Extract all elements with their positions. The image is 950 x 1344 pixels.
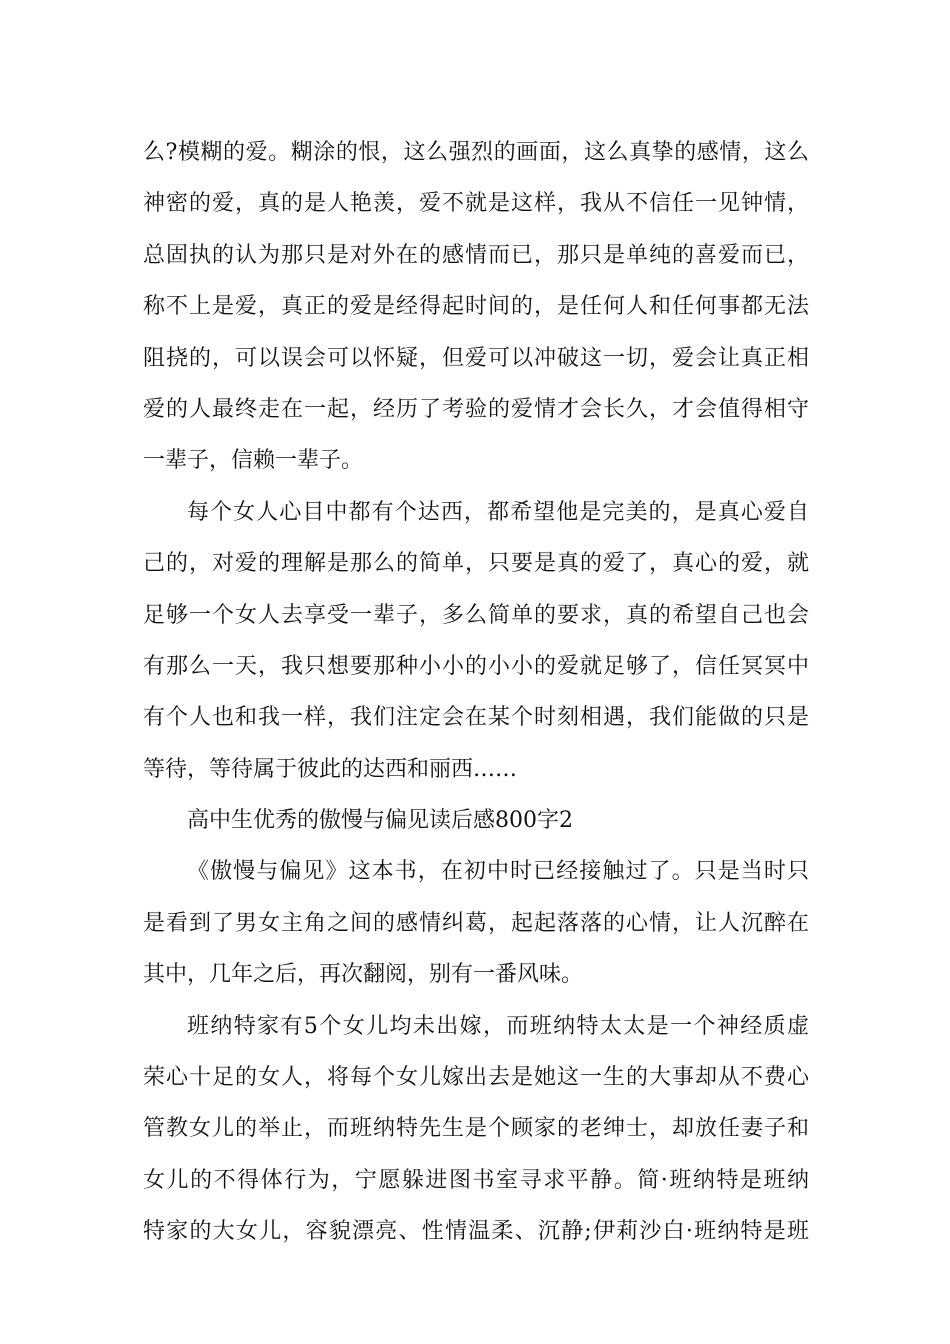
text-line: 神密的爱，真的是人艳羡，爱不就是这样，我从不信任一见钟情， [143,191,809,217]
paragraph-first-line: 每个女人心目中都有个达西，都希望他是完美的，是真心爱自 [187,499,809,525]
text-line: 有那么一天，我只想要那种小小的小小的爱就足够了，信任冥冥中 [143,653,809,679]
text-line: 阻挠的，可以误会可以怀疑，但爱可以冲破这一切，爱会让真正相 [143,345,809,371]
text-line: 爱的人最终走在一起，经历了考验的爱情才会长久，才会值得相守 [143,396,809,422]
text-line: 荣心十足的女人，将每个女儿嫁出去是她这一生的大事却从不费心 [143,1065,809,1091]
text-line: 己的，对爱的理解是那么的简单，只要是真的爱了，真心的爱，就 [143,551,809,577]
text-line: 么?模糊的爱。糊涂的恨，这么强烈的画面，这么真挚的感情，这么 [143,140,809,165]
text-line: 称不上是爱，真正的爱是经得起时间的，是任何人和任何事都无法 [143,294,809,320]
text-line: 总固执的认为那只是对外在的感情而已，那只是单纯的喜爱而已， [143,242,809,268]
text-line: 是看到了男女主角之间的感情纠葛，起起落落的心情，让人沉醉在 [143,910,809,936]
document-body [143,127,809,1258]
text-line: 其中，几年之后，再次翻阅，别有一番风味。 [143,962,584,988]
text-line: 特家的大女儿，容貌漂亮、性情温柔、沉静;伊莉沙白·班纳特是班 [143,1219,809,1245]
text-line: 一辈子，信赖一辈子。 [143,448,364,474]
section-heading: 高中生优秀的傲慢与偏见读后感800字2 [187,808,573,834]
text-line: 有个人也和我一样，我们注定会在某个时刻相遇，我们能做的只是 [143,705,809,731]
text-line: 女儿的不得体行为，宁愿躲进图书室寻求平静。简·班纳特是班纳 [143,1167,809,1193]
paragraph-first-line: 《傲慢与偏见》这本书，在初中时已经接触过了。只是当时只 [187,859,809,885]
text-line: 等待，等待属于彼此的达西和丽西…… [143,756,518,782]
text-line: 足够一个女人去享受一辈子，多么简单的要求，真的希望自己也会 [143,602,809,628]
text-line: 管教女儿的举止，而班纳特先生是个顾家的老绅士，却放任妻子和 [143,1116,809,1142]
paragraph-first-line: 班纳特家有5个女儿均未出嫁，而班纳特太太是一个神经质虚 [187,1013,809,1039]
